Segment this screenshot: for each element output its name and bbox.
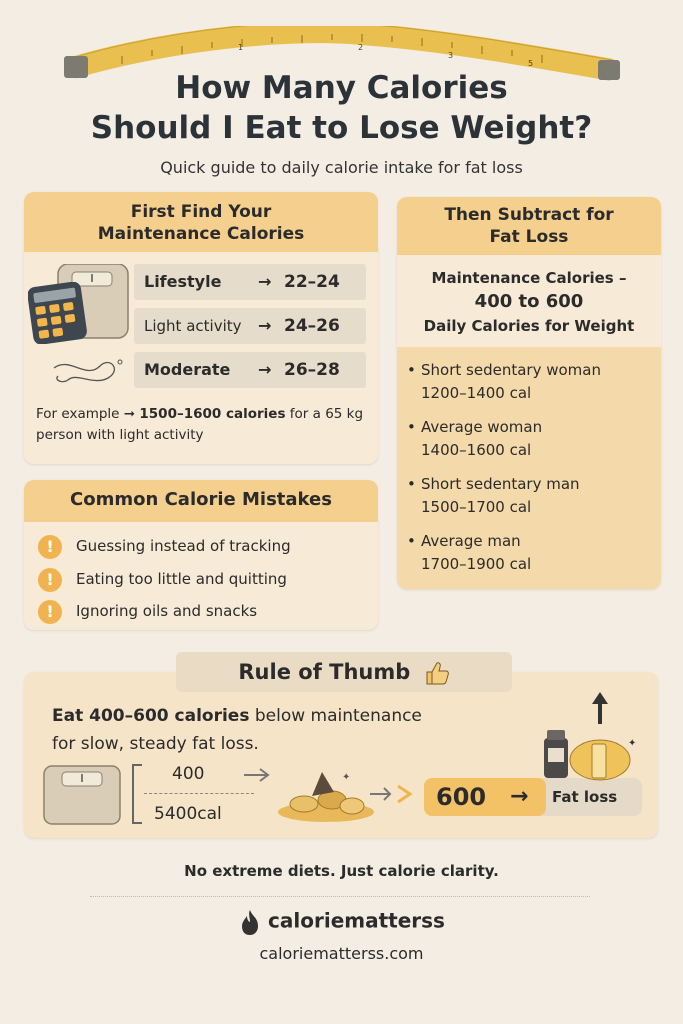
- rule-of-thumb-panel: [24, 672, 658, 838]
- activity-value: 22–24: [284, 272, 340, 292]
- target-calories: 1200–1400 cal: [421, 384, 532, 402]
- warning-icon: !: [38, 600, 62, 624]
- title-line-1: How Many Calories: [175, 70, 508, 106]
- mistakes-heading: Common Calorie Mistakes: [24, 480, 378, 522]
- calorie-target-list: [397, 347, 661, 589]
- brand-name: caloriematterss: [268, 908, 445, 933]
- activity-label: Lifestyle: [144, 272, 222, 291]
- result-label: Fat loss: [552, 788, 618, 806]
- target-label: Short sedentary woman: [421, 361, 601, 379]
- target-calories: 1400–1600 cal: [421, 441, 532, 459]
- rule-heading-text: Rule of Thumb: [238, 660, 411, 684]
- scale-icon: [42, 764, 122, 826]
- activity-value: 24–26: [284, 316, 340, 336]
- food-pile-icon: [270, 766, 378, 826]
- rule-text-bold: Eat 400–600 calories: [52, 706, 250, 726]
- result-pill: [424, 778, 642, 816]
- warning-icon: !: [38, 568, 62, 592]
- pill-bottle-icon: [540, 690, 640, 782]
- bracket: [132, 764, 142, 824]
- subtract-heading-line-1: Then Subtract for: [444, 205, 614, 225]
- subtract-heading-line-2: Fat Loss: [489, 227, 569, 247]
- tape-mark: 5: [528, 59, 534, 68]
- activity-label: Light activity: [144, 317, 242, 335]
- rule-of-thumb-heading: [176, 652, 512, 692]
- arrow-right-icon: [242, 768, 272, 782]
- arrow-icon: →: [258, 316, 272, 335]
- mistakes-panel: [24, 480, 378, 630]
- arrow-icon: →: [258, 272, 272, 291]
- calculator-icon: [28, 282, 88, 344]
- formula-line-3: Daily Calories for Weight: [423, 317, 635, 335]
- tangled-string-icon: [50, 354, 124, 388]
- target-label: Average man: [421, 532, 521, 550]
- maintenance-heading-line-1: First Find Your: [130, 202, 272, 222]
- mistake-text: Eating too little and quitting: [76, 570, 287, 588]
- maintenance-heading: [24, 192, 378, 252]
- title-line-2: Should I Eat to Lose Weight?: [90, 110, 593, 146]
- arrow-icon: →: [510, 784, 529, 809]
- activity-row-light: [134, 308, 366, 344]
- list-item: • Average woman 1400–1600 cal: [407, 416, 653, 462]
- calorie-range-bottom: 5400cal: [154, 804, 222, 824]
- rule-text: [52, 702, 422, 758]
- svg-text:✦: ✦: [628, 738, 637, 749]
- activity-value: 26–28: [284, 360, 340, 380]
- activity-row-moderate: [134, 352, 366, 388]
- brand-url[interactable]: caloriematterss.com: [259, 944, 424, 963]
- list-item: [38, 533, 291, 559]
- target-label: Average woman: [421, 418, 543, 436]
- rule-text-rest: below maintenance: [249, 706, 422, 726]
- page-subtitle: Quick guide to daily calorie intake for fat loss: [160, 158, 523, 177]
- target-label: Short sedentary man: [421, 475, 580, 493]
- mistake-text: Guessing instead of tracking: [76, 537, 291, 555]
- calorie-range-top: 400: [172, 764, 205, 784]
- tape-mark: 2: [358, 43, 364, 52]
- flame-icon: [238, 908, 262, 936]
- svg-text:✦: ✦: [342, 772, 351, 783]
- activity-row-lifestyle: [134, 264, 366, 300]
- list-item: • Short sedentary woman 1200–1400 cal: [407, 359, 653, 405]
- divider: [144, 793, 254, 794]
- brand: [0, 908, 683, 936]
- list-item: • Short sedentary man 1500–1700 cal: [407, 473, 653, 519]
- page-title: [0, 68, 683, 148]
- list-item: [38, 598, 257, 624]
- subtract-heading: [397, 197, 661, 255]
- formula-line-2: 400 to 600: [474, 291, 584, 312]
- divider: [90, 896, 590, 897]
- example-prefix: For example ➞: [36, 406, 140, 422]
- target-calories: 1500–1700 cal: [421, 498, 532, 516]
- arrow-icon: →: [258, 360, 272, 379]
- tape-mark: 1: [238, 43, 244, 52]
- example-suffix: for a 65 kg person with light activity: [36, 406, 364, 443]
- mistake-text: Ignoring oils and snacks: [76, 602, 258, 620]
- tagline: No extreme diets. Just calorie clarity.: [184, 862, 499, 880]
- arrow-right-icon: [368, 782, 418, 806]
- maintenance-heading-line-2: Maintenance Calories: [97, 224, 305, 244]
- subtract-panel: [397, 197, 661, 589]
- subtract-formula: [397, 267, 661, 337]
- warning-icon: !: [38, 535, 62, 559]
- result-value: 600: [424, 778, 546, 816]
- list-item: [38, 566, 287, 592]
- tape-mark: 3: [448, 51, 454, 60]
- example-calories: 1500–1600 calories: [139, 406, 286, 422]
- thumbs-up-icon: [424, 660, 450, 686]
- maintenance-example: [36, 404, 372, 446]
- maintenance-panel: [24, 192, 378, 464]
- list-item: • Average man 1700–1900 cal: [407, 530, 653, 576]
- formula-line-1: Maintenance Calories –: [431, 269, 627, 287]
- activity-label: Moderate: [144, 360, 231, 379]
- target-calories: 1700–1900 cal: [421, 555, 532, 573]
- rule-text-line-2: for slow, steady fat loss.: [52, 734, 259, 754]
